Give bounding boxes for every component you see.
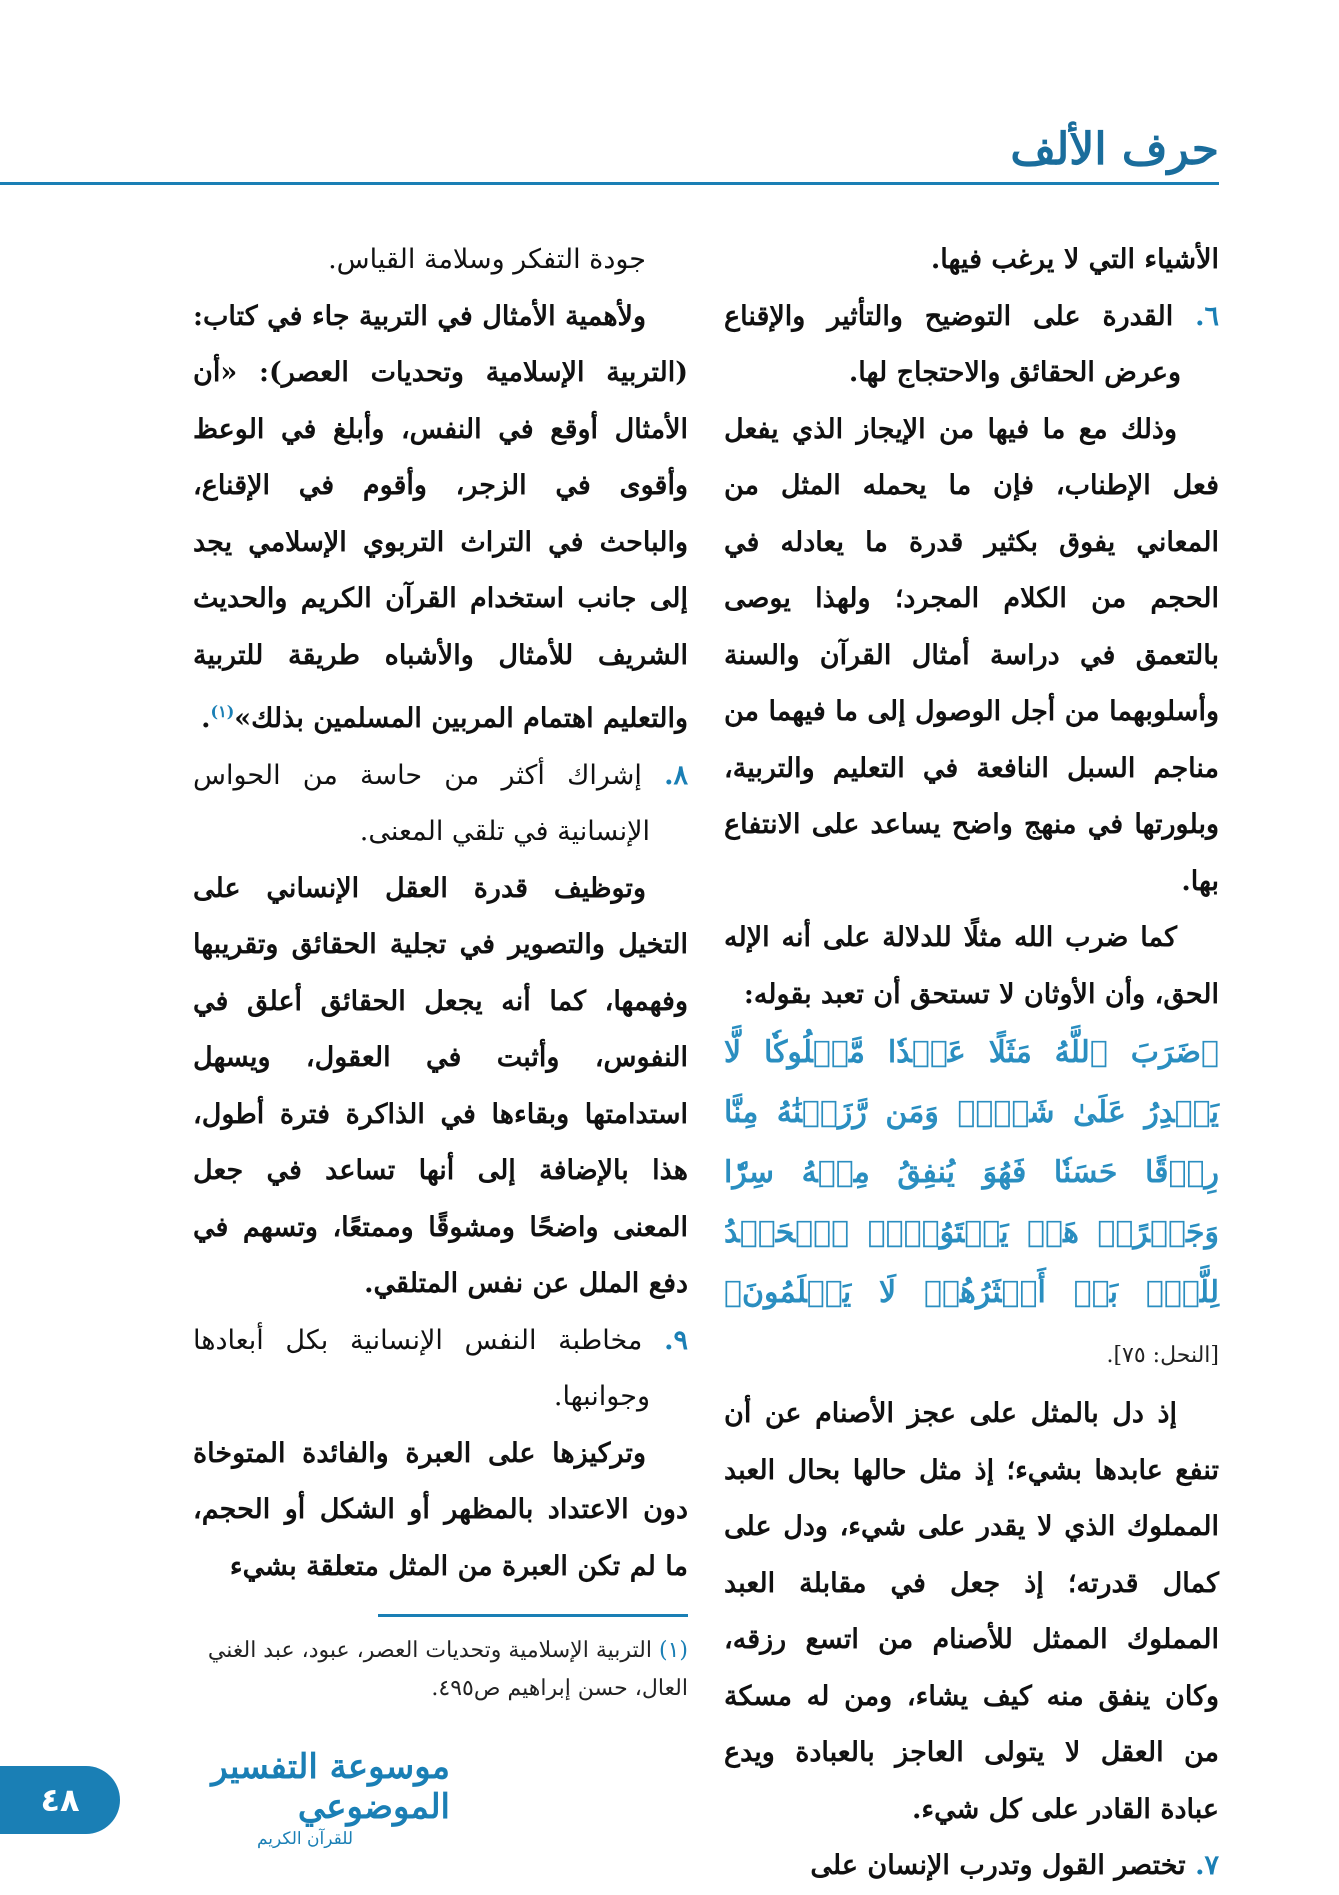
paragraph: وتركيزها على العبرة والفائدة المتوخاة دون الاعتداد بالمظهر أو الشكل أو الحجم، ما لم تكن العبرة من المثل متعلقة بشيء [193,1437,688,1582]
footnote-number: (١) [658,1638,688,1663]
footnote-divider [378,1614,688,1617]
punctuation: . [201,703,211,734]
paragraph: وذلك مع ما فيها من الإيجاز الذي يفعل فعل الإطناب، فإن ما يحمله المثل من المعاني يفوق بكثير قدرة ما يعادله في الحجم من الكلام المجرد؛ ولهذا يوصى بالتعمق في دراسة أمثال القرآن والسنة وأسلوبهما من أجل الوصول إلى ما فيهما من مناجم السبل النافعة في التعليم والتربية، وبلورتها في منهج واضح يساعد على الانتفاع بها. [724,413,1219,897]
list-item [193,748,688,861]
chapter-title: حرف الألف [1010,124,1219,175]
encyclopedia-logo [160,1746,450,1850]
left-column [193,232,688,1595]
list-text: تختصر القول وتدرب الإنسان على [810,1850,1196,1881]
page-number: ٤٨ [0,1766,120,1834]
footnote-text: التربية الإسلامية وتحديات العصر، عبود، عبد الغني العال، حسن إبراهيم ص٤٩٥. [207,1638,688,1701]
list-item [193,1313,688,1426]
header-divider [0,182,1219,185]
verse-reference: [النحل: ٧٥]. [1106,1343,1219,1368]
list-text: مخاطبة النفس الإنسانية بكل أبعادها وجوانبها. [193,1324,665,1412]
right-column [724,232,1219,1895]
list-number: ٩. [664,1324,688,1356]
quran-verse [724,1023,1219,1386]
list-text: إشراك أكثر من حاسة من الحواس الإنسانية في تلقي المعنى. [193,759,665,847]
list-item [724,1838,1219,1895]
footnote-marker[interactable]: (١) [210,702,235,721]
list-number: ٦. [1195,300,1219,332]
paragraph: إذ دل بالمثل على عجز الأصنام عن أن تنفع عابدها بشيء؛ إذ مثل حالها بحال العبد المملوك الذي لا يقدر على شيء، ودل على كمال قدرته؛ إذ جعل في مقابلة العبد المملوك الممثل للأصنام من اتسع رزقه، وكان ينفق منه كيف يشاء، ومن له مسكة من العقل لا يتولى العاجز بالعبادة ويدع عبادة القادر على كل شيء. [724,1398,1219,1825]
list-number: ٨. [664,759,688,791]
quote-text: ولأهمية الأمثال في التربية جاء في كتاب: (التربية الإسلامية وتحديات العصر): «أن الأمثال أوقع في النفس، وأبلغ في الوعظ وأقوى في الزجر، وأقوم في الإقناع، والباحث في التراث التربوي الإسلامي يجد إلى جانب استخدام القرآن الكريم والحديث الشريف للأمثال والأشباه طريقة للتربية والتعليم اهتمام المربين المسلمين بذلك» [193,300,688,734]
paragraph: جودة التفكر وسلامة القياس. [328,244,646,275]
list-item [724,289,1219,402]
paragraph: الأشياء التي لا يرغب فيها. [930,244,1219,275]
list-text: القدرة على التوضيح والتأثير والإقناع وعرض الحقائق والاحتجاج لها. [724,300,1196,388]
logo-title: موسوعة التفسير الموضوعي [211,1747,450,1827]
logo-subtitle: للقرآن الكريم [256,1829,354,1849]
list-number: ٧. [1195,1850,1219,1881]
paragraph [193,289,688,748]
paragraph: وتوظيف قدرة العقل الإنساني على التخيل والتصوير في تجلية الحقائق وتقريبها وفهمها، كما أنه يجعل الحقائق أعلق في النفوس، وأثبت في العقول، ويسهل استدامتها وبقاءها في الذاكرة فترة أطول، هذا بالإضافة إلى أنها تساعد في جعل المعنى واضحًا ومشوقًا وممتعًا، وتسهم في دفع الملل عن نفس المتلقي. [193,872,688,1299]
paragraph: كما ضرب الله مثلًا للدلالة على أنه الإله الحق، وأن الأوثان لا تستحق أن تعبد بقوله: [724,922,1219,1010]
footnote [193,1632,688,1708]
verse-text: ﴿ضَرَبَ ٱللَّهُ مَثَلًا عَبۡدٗا مَّمۡلُوكٗا لَّا يَقۡدِرُ عَلَىٰ شَيۡءٖ وَمَن رَّزَقۡنَٰهُ مِنَّا رِزۡقًا حَسَنٗا فَهُوَ يُنفِقُ مِنۡهُ سِرّٗا وَجَهۡرًاۖ هَلۡ يَسۡتَوُۥنَۚ ٱلۡحَمۡدُ لِلَّهِۚ بَلۡ أَكۡثَرُهُمۡ لَا يَعۡلَمُونَ﴾ [724,1035,1219,1310]
